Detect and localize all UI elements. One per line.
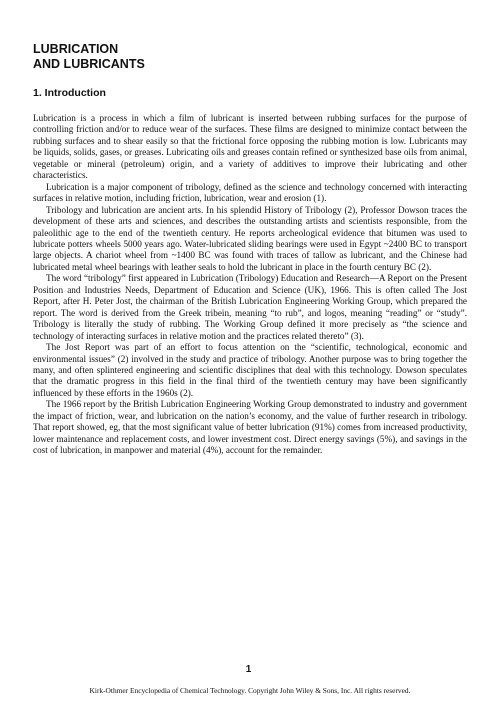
page-number: 1: [245, 664, 252, 675]
paragraph: Lubrication is a major component of tribology, defined as the science and technology concerned with interacting surfaces in relative motion, including friction, lubrication, wear and erosion (1).: [33, 181, 467, 204]
paragraph: Lubrication is a process in which a film of lubricant is inserted between rubbing surfaces for the purpose of controlling friction and/or to reduce wear of the surfaces. These films are designed to minimize contact between the rubbing surfaces and to shear easily so that the frictional force opposing the rubbing motion is low. Lubricants may be liquids, solids, gases, or greases. Lubricating oils and greases contain refined or synthesized base oils from animal, vegetable or mineral (petroleum) origin, and a variety of additives to improve their lubricating and other characteristics.: [33, 113, 467, 181]
paragraph: Tribology and lubrication are ancient arts. In his splendid History of Tribology (2), Professor Dowson traces the development of these arts and sciences, and describes the outstanding artists and scientists responsible, from the paleolithic age to the end of the twentieth century. He reports archeological evidence that bitumen was used to lubricate potters wheels 5000 years ago. Water-lubricated sliding bearings were used in Egypt ~2400 BC to transport large objects. A chariot wheel from ~1400 BC was found with traces of tallow as lubricant, and the Chinese had lubricated metal wheel bearings with leather seals to hold the lubricant in place in the fourth century BC (2).: [33, 204, 467, 272]
paragraph: The word “tribology” first appeared in Lubrication (Tribology) Education and Research—A Report on the Present Position and Industries Needs, Department of Education and Science (UK), 1966. This is often called The Jost Report, after H. Peter Jost, the chairman of the British Lubrication Engineering Working Group, which prepared the report. The word is derived from the Greek tribein, meaning “to rub”, and logos, meaning “reading” or “study”. Tribology is literally the study of rubbing. The Working Group defined it more precisely as “the science and technology of interacting surfaces in relative motion and the practices related thereto” (3).: [33, 273, 467, 341]
title-line-1: LUBRICATION: [33, 42, 119, 56]
paragraph: The Jost Report was part of an effort to focus attention on the “scientific, technological, economic and environmental issues” (2) involved in the study and practice of tribology. Another purpose was to bring together the many, and often splintered engineering and scientific disciplines that deal with this technology. Dowson speculates that the dramatic progress in this field in the final third of the twentieth century may have been significantly influenced by these efforts in the 1960s (2).: [33, 342, 467, 398]
paragraph: The 1966 report by the British Lubrication Engineering Working Group demonstrated to industry and government the impact of friction, wear, and lubrication on the nation’s economy, and the value of further research in tribology. That report showed, eg, that the most significant value of better lubrication (91%) comes from increased productivity, lower maintenance and replacement costs, and lower investment cost. Direct energy savings (5%), and savings in the cost of lubrication, in manpower and material (4%), account for the remainder.: [33, 399, 467, 456]
article-body: [33, 113, 467, 457]
copyright-footer: Kirk-Othmer Encyclopedia of Chemical Technology. Copyright John Wiley & Sons, Inc. All rights reserved.: [89, 686, 411, 695]
article-title: [33, 42, 145, 72]
section-heading: 1. Introduction: [33, 87, 106, 99]
title-line-2: AND LUBRICANTS: [33, 57, 145, 71]
